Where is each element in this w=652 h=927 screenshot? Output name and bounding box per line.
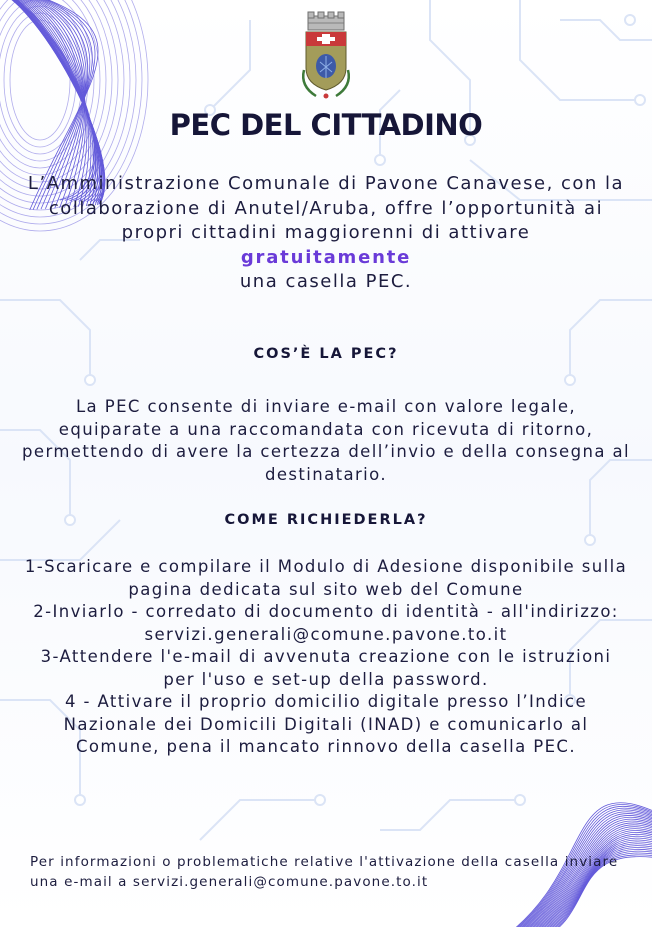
step-item: 2-Inviarlo - corredato di documento di identità - all'indirizzo: servizi.generali@comune.pavone.to.it — [33, 602, 619, 644]
step-item: 1-Scaricare e compilare il Modulo di Adesione disponibile sulla pagina dedicata sul sito web del Comune — [24, 557, 628, 599]
footer-contact-note: Per informazioni o problematiche relative l'attivazione della casella inviare una e-mail a servizi.generali@comune.pavone.to.it — [30, 854, 619, 890]
crown — [308, 12, 344, 30]
step-item: 3-Attendere l'e-mail di avvenuta creazione con le istruzioni per l'uso e set-up della password. — [40, 647, 612, 689]
steps-list — [22, 556, 630, 759]
step-item: 4 - Attivare il proprio domicilio digitale presso l’Indice Nazionale dei Domicili Digitali (INAD) e comunicarlo al Comune, pena il mancato rinnovo della casella PEC. — [63, 692, 589, 756]
section-heading-what: COS’È LA PEC? — [253, 346, 399, 362]
page-title: PEC DEL CITTADINO — [169, 108, 483, 142]
section-heading-how: COME RICHIEDERLA? — [224, 512, 428, 528]
intro-text: L’Amministrazione Comunale di Pavone Canavese, con la collaborazione di Anutel/Aruba, offre l’opportunità ai propri cittadini maggiorenni di attivare — [27, 173, 625, 243]
intro-paragraph — [20, 172, 632, 295]
intro-text-end: una casella PEC. — [239, 271, 413, 292]
intro-highlight: gratuitamente — [240, 246, 412, 268]
municipal-coat-of-arms-icon — [294, 10, 358, 102]
section-body-what: La PEC consente di inviare e-mail con valore legale, equiparate a una raccomandata con ricevuta di ritorno, permettendo di avere la certezza dell’invio e della consegna al destinatario. — [22, 397, 630, 484]
